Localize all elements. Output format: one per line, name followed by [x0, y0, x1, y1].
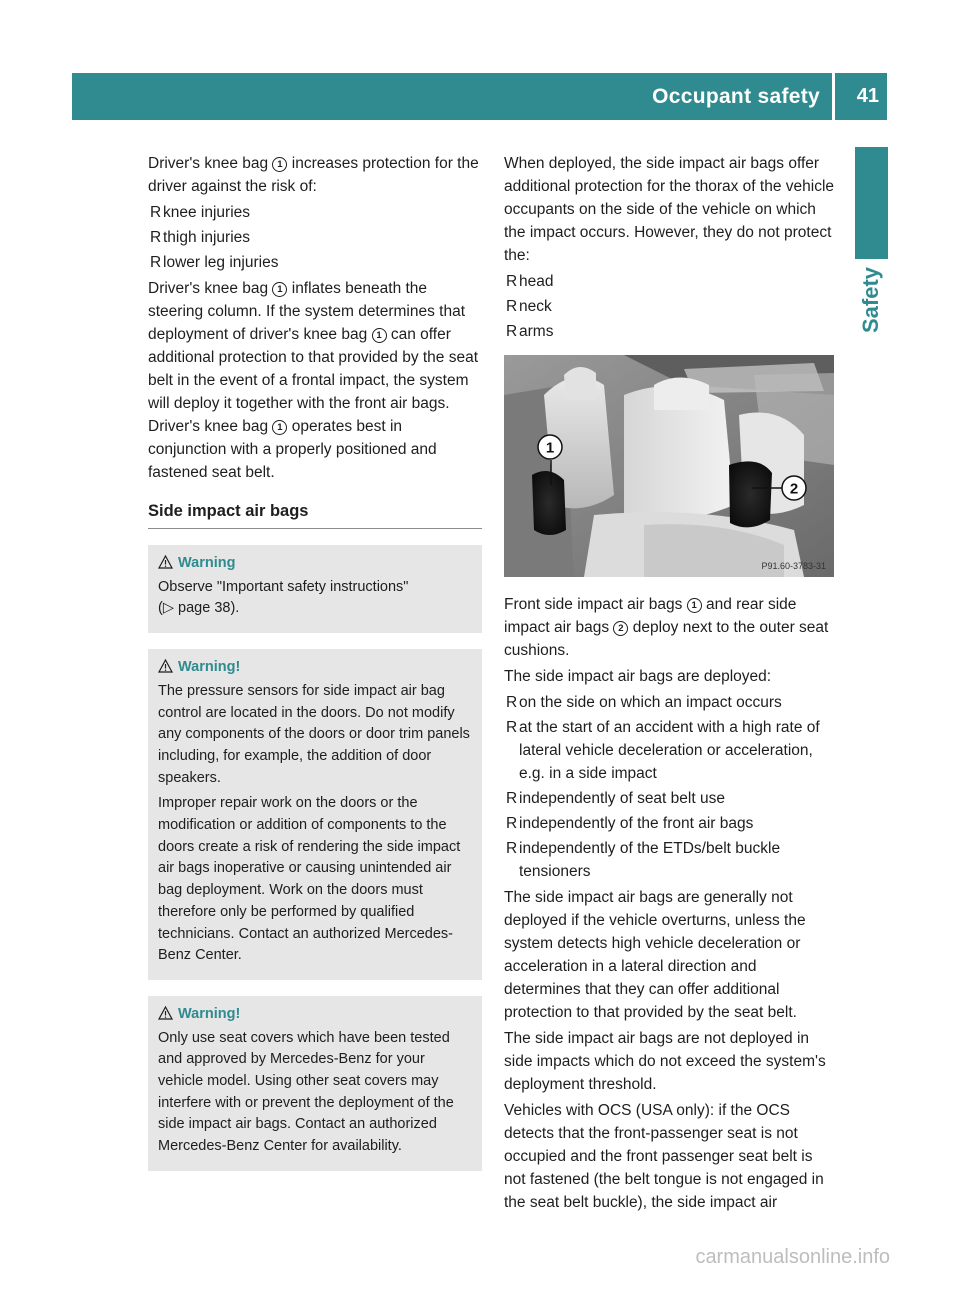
list-item: R at the start of an accident with a high rate of lateral vehicle deceleration or acceleration, e.g. in a side impact	[504, 716, 834, 785]
list-item: R independently of the ETDs/belt buckle tensioners	[504, 837, 834, 883]
list-item: R neck	[504, 295, 834, 318]
footer-watermark: carmanualsonline.info	[695, 1246, 890, 1268]
warning-title: Warning!	[158, 657, 472, 679]
bullet-marker: R	[506, 815, 518, 832]
list-item: R lower leg injuries	[148, 251, 482, 274]
bullet-marker: R	[506, 840, 518, 857]
page-reference-link[interactable]: page 38	[178, 600, 231, 617]
threshold-paragraph: The side impact air bags are not deployed in side impacts which do not exceed the system's deployment threshold.	[504, 1030, 826, 1093]
list-item: R on the side on which an impact occurs	[504, 691, 834, 714]
warning-triangle-icon	[158, 555, 173, 569]
bullet-marker: R	[506, 719, 518, 736]
page-number: 41	[856, 85, 879, 107]
bullet-marker: R	[506, 273, 518, 290]
knee-bag-risk-list	[148, 201, 482, 274]
chapter-title: Occupant safety	[652, 85, 820, 108]
knee-bag-deployment-paragraph: Driver's knee bag 1 inflates beneath the steering column. If the system determines that deployment of driver's knee bag 1 can offer additional protection to that provided by the seat belt in the event of a frontal impact, the system will deploy it together with the front air bags. Driver's knee bag 1 operates best in conjunction with a properly positioned and fastened seat belt.	[148, 280, 479, 481]
list-item: R thigh injuries	[148, 226, 482, 249]
warning-text: The pressure sensors for side impact air bag control are located in the doors. Do not modify any components of the doors or door trim panels including, for example, the addition of door speakers.	[158, 682, 470, 786]
list-item: R head	[504, 270, 834, 293]
left-column	[148, 152, 482, 1171]
page-ref-arrow-icon: ▷	[162, 600, 174, 617]
callout-marker-1: 1	[272, 157, 287, 172]
bullet-marker: R	[506, 323, 518, 340]
list-item: R knee injuries	[148, 201, 482, 224]
vehicle-interior-figure	[504, 355, 834, 577]
warning-box	[148, 996, 482, 1171]
callout-marker-1: 1	[687, 598, 702, 613]
section-tab-label: Safety	[858, 266, 883, 334]
callout-marker-1: 1	[272, 420, 287, 435]
deployment-intro: The side impact air bags are deployed:	[504, 668, 772, 685]
list-item: R arms	[504, 320, 834, 343]
warning-box	[148, 649, 482, 980]
bullet-marker: R	[150, 254, 162, 271]
callout-marker-1: 1	[372, 328, 387, 343]
bullet-marker: R	[150, 229, 162, 246]
figure-caption: Front side impact air bags 1 and rear side impact air bags 2 deploy next to the outer seat cushions.	[504, 596, 829, 659]
vehicle-interior-illustration	[504, 355, 834, 577]
bullet-marker: R	[150, 204, 162, 221]
figure-code: P91.60-3783-31	[761, 561, 826, 571]
warning-triangle-icon	[158, 1006, 173, 1020]
figure-callout-1: 1	[545, 439, 555, 457]
warning-title: Warning	[158, 553, 472, 575]
section-heading: Side impact air bags	[148, 500, 482, 529]
right-column	[504, 152, 834, 1217]
knee-bag-intro: Driver's knee bag 1 increases protection for the driver against the risk of:	[148, 155, 479, 195]
callout-marker-1: 1	[272, 282, 287, 297]
warning-box	[148, 545, 482, 633]
not-protected-list	[504, 270, 834, 343]
ocs-paragraph: Vehicles with OCS (USA only): if the OCS detects that the front-passenger seat is not occupied and the front passenger seat belt is not fastened (the belt tongue is not engaged in the seat belt buckle), the side impact air	[504, 1102, 824, 1211]
side-airbag-intro: When deployed, the side impact air bags offer additional protection for the thorax of the vehicle occupants on the side of the vehicle on which the impact occurs. However, they do not protect the:	[504, 155, 835, 264]
bullet-marker: R	[506, 790, 518, 807]
warning-text: Observe "Important safety instructions" (▷ page 38).	[158, 578, 409, 617]
bullet-marker: R	[506, 298, 518, 315]
list-item: R independently of the front air bags	[504, 812, 834, 835]
warning-text: Only use seat covers which have been tested and approved by Mercedes-Benz for your vehicle model. Using other seat covers may interfere with or prevent the deployment of the side impact air bags. Contact an authorized Mercedes-Benz Center for availability.	[158, 1029, 454, 1155]
list-item: R independently of seat belt use	[504, 787, 834, 810]
overturn-paragraph: The side impact air bags are generally not deployed if the vehicle overturns, unless the system detects high vehicle deceleration or acceleration in a lateral direction and determines that they can offer additional protection to that provided by the seat belt.	[504, 889, 806, 1021]
header-separator	[832, 73, 835, 120]
deployment-condition-list	[504, 691, 834, 883]
figure-callout-2: 2	[789, 480, 799, 498]
warning-text: Improper repair work on the doors or the modification or addition of components to the doors create a risk of rendering the side impact air bags inoperative or causing unintended air bag deployment. Work on the doors must therefore only be performed by qualified technicians. Contact an authorized Mercedes-Benz Center.	[158, 795, 461, 964]
warning-triangle-icon	[158, 659, 173, 673]
callout-marker-2: 2	[613, 621, 628, 636]
page-header	[72, 73, 887, 120]
bullet-marker: R	[506, 694, 518, 711]
warning-title: Warning!	[158, 1004, 472, 1026]
